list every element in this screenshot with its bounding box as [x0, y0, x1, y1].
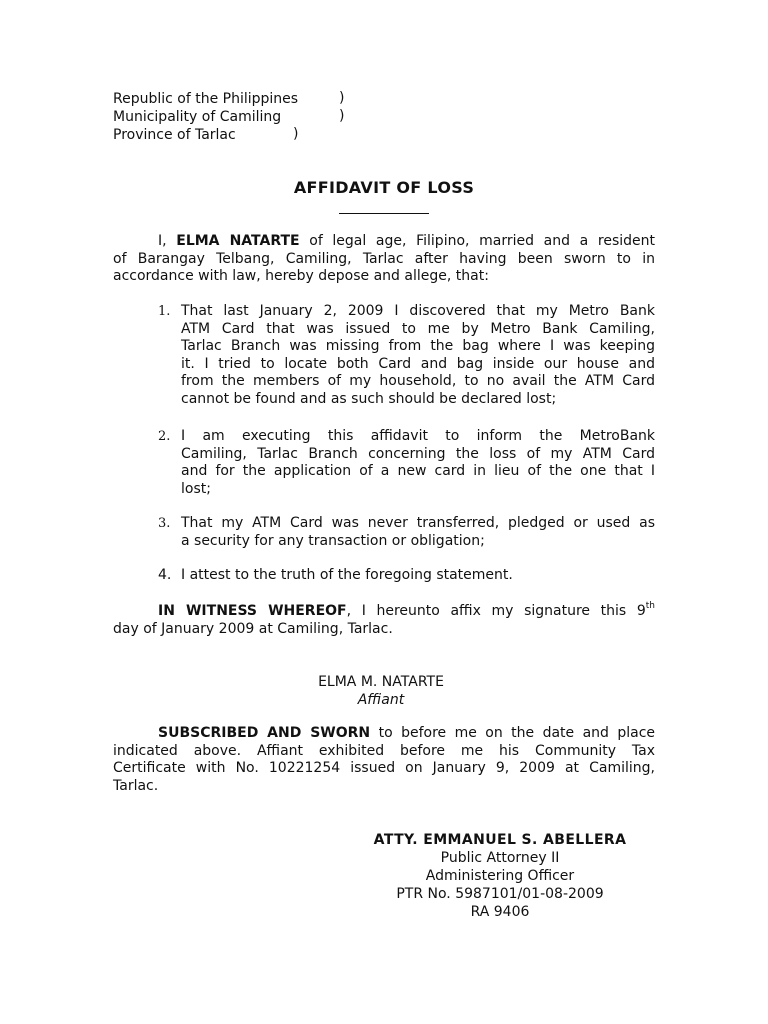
officer-signature-block	[360, 831, 640, 921]
affiant-name-inline: ELMA NATARTE	[176, 233, 300, 249]
item-line: lost;	[181, 480, 211, 497]
jurat-line3: Certificate with No. 10221254 issued on January 9, 2009 at Camiling,	[113, 760, 655, 777]
affiant-role: Affiant	[357, 692, 405, 708]
list-item	[181, 303, 655, 409]
item-line: a security for any transaction or obligation;	[181, 532, 485, 549]
intro-line1: of legal age, Filipino, married and a resident	[309, 233, 655, 249]
officer-ptr: PTR No. 5987101/01-08-2009	[396, 886, 604, 902]
officer-ra: RA 9406	[470, 904, 530, 920]
jurat-line1: to before me on the date and place	[378, 725, 656, 741]
witness-paragraph	[113, 603, 655, 638]
intro-paragraph	[113, 233, 655, 286]
item-line: That my ATM Card was never transferred, pledged or used as	[181, 515, 655, 531]
item-number: 3.	[158, 516, 171, 531]
item-number: 4.	[158, 567, 172, 583]
list-item	[181, 515, 655, 550]
intro-prefix: I,	[158, 233, 167, 249]
witness-text: , I hereunto affix my signature this 9	[346, 603, 646, 619]
item-line: cannot be found and as such should be declared lost;	[181, 390, 557, 407]
jurat-line2: indicated above. Affiant exhibited before me his Community Tax	[113, 742, 655, 759]
venue-paren: )	[339, 108, 345, 124]
intro-line2: of Barangay Telbang, Camiling, Tarlac after having been sworn to in	[113, 250, 655, 267]
venue-paren: )	[339, 90, 345, 106]
venue-municipality: Municipality of Camiling	[113, 109, 282, 125]
item-line: ATM Card that was issued to me by Metro Bank Camiling,	[181, 320, 655, 337]
ordinal-suffix: th	[645, 601, 655, 612]
item-line: it. I tried to locate both Card and bag inside our house and	[181, 355, 655, 372]
jurat-line4: Tarlac.	[113, 777, 159, 794]
venue-country: Republic of the Philippines	[113, 91, 299, 107]
title-underline	[339, 213, 429, 214]
list-item	[181, 428, 655, 498]
jurat-heading: SUBSCRIBED AND SWORN	[158, 725, 371, 741]
witness-heading: IN WITNESS WHEREOF	[158, 603, 347, 619]
venue-paren: )	[293, 126, 299, 142]
item-line: from the members of my household, to no avail the ATM Card	[181, 373, 655, 390]
item-line: and for the application of a new card in lieu of the one that I	[181, 463, 655, 480]
item-line: That last January 2, 2009 I discovered that my Metro Bank	[181, 303, 655, 319]
affiant-signature-block	[281, 673, 481, 709]
jurat-paragraph	[113, 725, 655, 795]
intro-line3: accordance with law, hereby depose and allege, that:	[113, 268, 489, 285]
item-line: Camiling, Tarlac Branch concerning the loss of my ATM Card	[181, 445, 655, 462]
item-line: Tarlac Branch was missing from the bag where I was keeping	[181, 338, 655, 355]
affiant-name: ELMA M. NATARTE	[318, 674, 444, 690]
list-item: I attest to the truth of the foregoing statement.	[181, 567, 513, 583]
officer-title: Public Attorney II	[440, 850, 560, 866]
item-number: 1.	[158, 304, 171, 319]
officer-role: Administering Officer	[425, 868, 575, 884]
item-number: 2.	[158, 429, 171, 444]
officer-name: ATTY. EMMANUEL S. ABELLERA	[373, 832, 627, 848]
item-line: I am executing this affidavit to inform the MetroBank	[181, 428, 655, 444]
document-title: AFFIDAVIT OF LOSS	[293, 178, 475, 197]
witness-line2: day of January 2009 at Camiling, Tarlac.	[113, 620, 393, 637]
venue-province: Province of Tarlac	[113, 127, 236, 143]
